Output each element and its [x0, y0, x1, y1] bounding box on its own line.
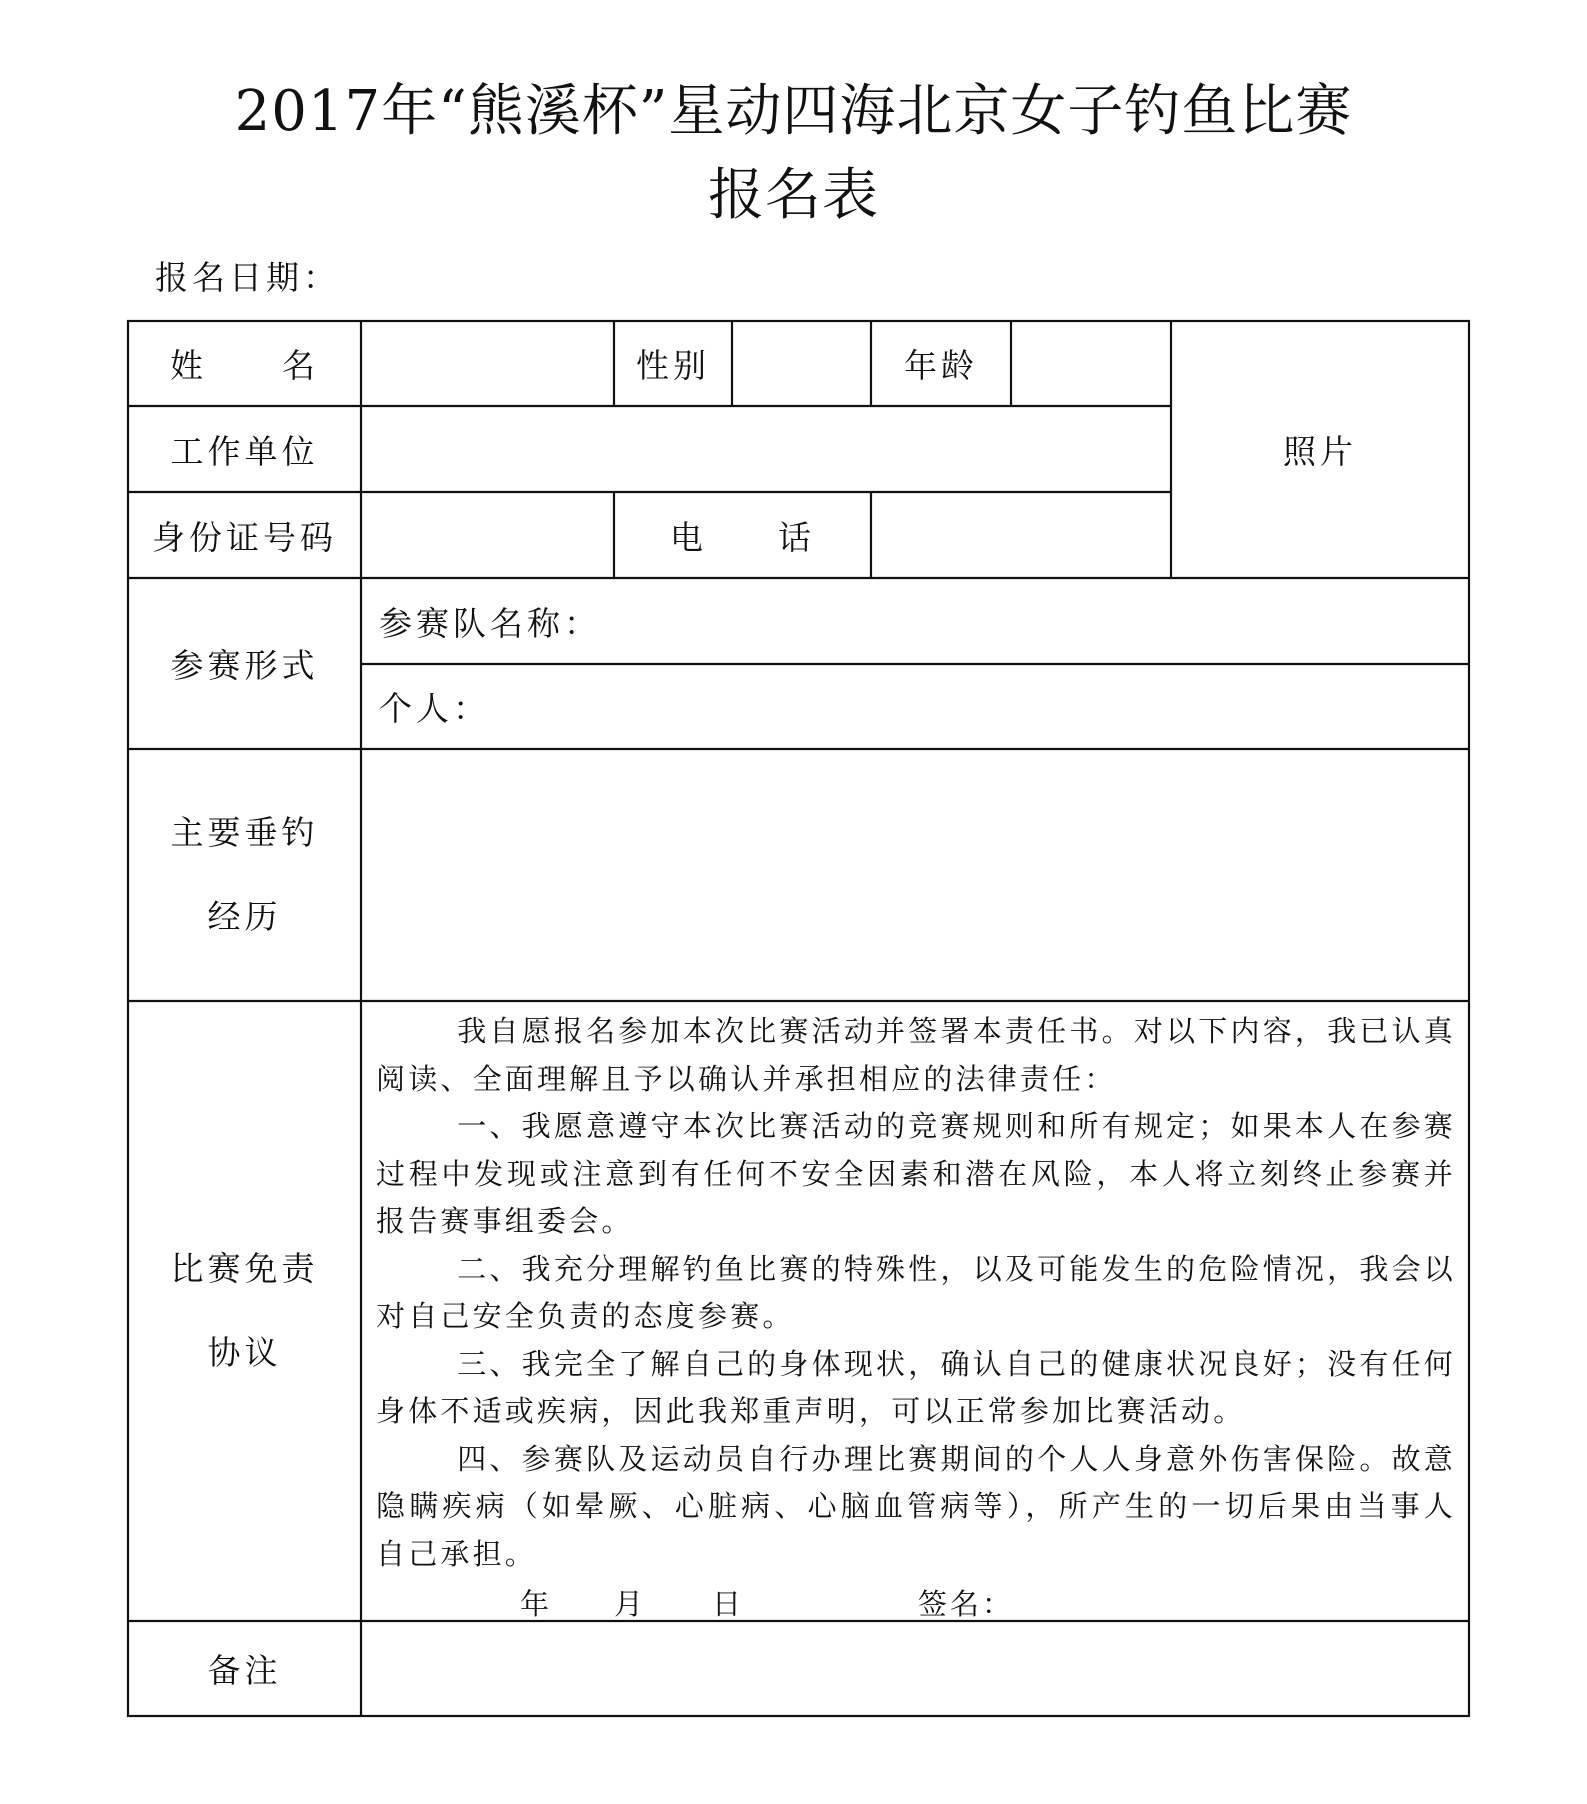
team-name-field[interactable]: 参赛队名称： [379, 603, 601, 643]
sign-day-label: 日 [712, 1587, 745, 1621]
remarks-label: 备注 [207, 1651, 282, 1690]
phone-label [614, 492, 871, 578]
phone-label-char1: 电 [670, 517, 707, 557]
gender-field[interactable] [732, 321, 871, 406]
page-title-line2: 报名表 [708, 163, 879, 228]
phone-label-char2: 话 [778, 517, 815, 557]
name-label-char2: 名 [282, 346, 319, 385]
agreement-paragraph: 二、我充分理解钓鱼比赛的特殊性，以及可能发生的危险情况，我会以对自己安全负责的态度参赛。 [376, 1251, 1456, 1333]
workplace-field[interactable] [361, 406, 1171, 492]
waiver-label-line2: 协议 [207, 1333, 282, 1372]
id-number-field[interactable] [361, 492, 614, 578]
gender-label: 性别 [636, 346, 710, 385]
waiver-label [128, 1001, 361, 1621]
experience-label-line1: 主要垂钓 [170, 813, 319, 852]
individual-field[interactable]: 个人： [379, 689, 490, 728]
page-title-line1: 2017年“熊溪杯”星动四海北京女子钓鱼比赛 [234, 79, 1353, 144]
photo-box[interactable]: 照片 [1283, 432, 1357, 471]
age-field[interactable] [1011, 321, 1171, 406]
experience-label [128, 749, 361, 1001]
name-label-char1: 姓 [170, 346, 207, 385]
agreement-paragraph: 三、我完全了解自己的身体现状，确认自己的健康状况良好；没有任何身体不适或疾病，因此我郑重声明，可以正常参加比赛活动。 [376, 1346, 1456, 1428]
experience-label-line2: 经历 [207, 897, 282, 936]
agreement-paragraph: 一、我愿意遵守本次比赛活动的竞赛规则和所有规定；如果本人在参赛过程中发现或注意到有任何不安全因素和潜在风险，本人将立刻终止参赛并报告赛事组委会。 [376, 1109, 1456, 1238]
phone-field[interactable] [871, 492, 1171, 578]
agreement-paragraph: 四、参赛队及运动员自行办理比赛期间的个人人身意外伤害保险。故意隐瞒疾病（如晕厥、心脏病、心脑血管病等），所产生的一切后果由当事人自己承担。 [376, 1441, 1456, 1571]
participation-label: 参赛形式 [170, 646, 319, 685]
sign-month-label: 月 [614, 1587, 647, 1621]
sign-year-label: 年 [520, 1587, 553, 1621]
age-label: 年龄 [904, 346, 978, 385]
id-number-label: 身份证号码 [152, 517, 337, 557]
workplace-label: 工作单位 [170, 431, 319, 471]
registration-date-label: 报名日期： [155, 258, 340, 297]
agreement-paragraph: 我自愿报名参加本次比赛活动并签署本责任书。对以下内容，我已认真阅读、全面理解且予以确认并承担相应的法律责任： [376, 1014, 1456, 1096]
experience-field[interactable] [361, 749, 1469, 1001]
name-field[interactable] [361, 321, 614, 406]
waiver-label-line1: 比赛免责 [170, 1249, 319, 1288]
remarks-field[interactable] [361, 1621, 1469, 1716]
name-label [128, 321, 361, 406]
signature-label: 签名： [918, 1587, 1015, 1621]
waiver-agreement-text [376, 1008, 1456, 1578]
